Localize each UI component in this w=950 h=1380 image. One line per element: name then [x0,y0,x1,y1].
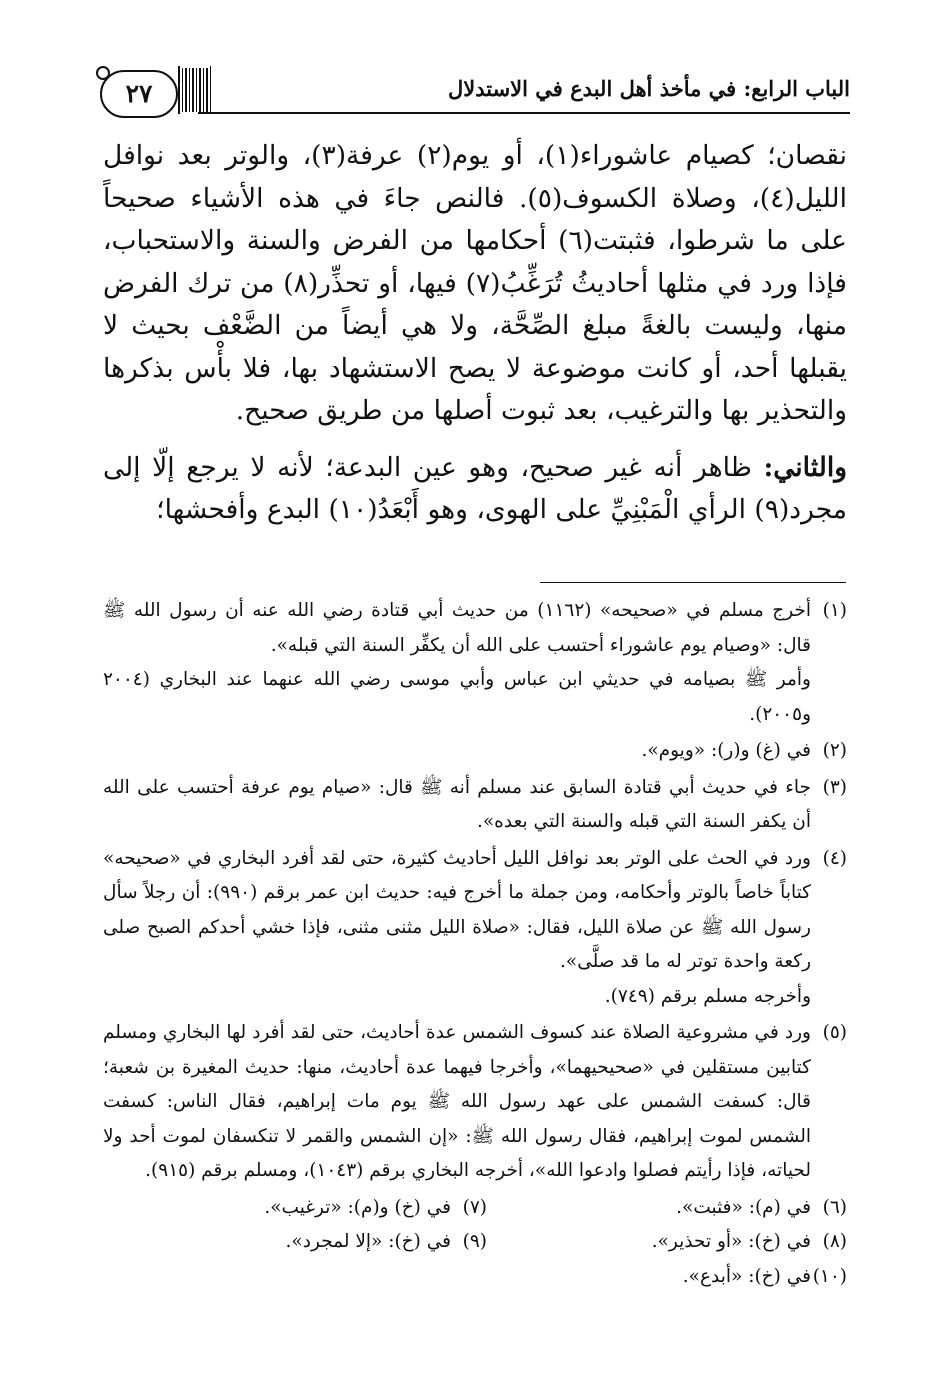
footnote-text: في (خ) و(م): «ترغيب». [264,1196,451,1218]
footnote-separator [540,582,846,583]
footnote-4 [103,842,847,1015]
running-header-title: الباب الرابع: في مأخذ أهل البدع في الاستدلال [447,76,850,101]
footnote-text: في (خ): «إلا لمجرد». [285,1231,451,1252]
footnote-line: أخرج مسلم في «صحيحه» (١١٦٢) من حديث أبي قتادة رضي الله عنه أن رسول الله ﷺ قال: «وصيام يوم عاشوراء أحتسب على الله أن يكفِّر السنة التي قبله». [103,600,812,656]
footnote-line: ورد في الحث على الوتر بعد نوافل الليل أحاديث كثيرة، حتى لقد أفرد البخاري في «صحيحه» كتاباً خاصاً بالوتر وأحكامه، ومن جملة ما أخرج فيه: حديث ابن عمر برقم (٩٩٠): أن رجلاً سأل رسول الله ﷺ عن صلاة الليل، فقال: «صلاة الليل مثنى مثنى، فإذا خشي أحدكم الصبح صلى ركعة واحدة توتر له ما قد صلَّى». [103,847,811,972]
footnote-number: (٦) [822,1196,847,1218]
short-notes-row-1 [103,1191,847,1226]
footnote-text [103,1016,811,1189]
paragraph-2-lead: والثاني: [763,451,847,483]
footnote-text [103,842,811,1015]
footnotes [103,594,847,1294]
header-ornament [178,66,211,114]
footnote-number: (٢) [822,740,847,761]
footnote-text: في (خ): «أو تحذير». [651,1231,811,1252]
short-notes-row-3 [103,1260,847,1295]
footnote-number: (٣) [822,776,847,798]
footnote-text: في (خ): «أبدع». [682,1265,811,1287]
footnote-9 [127,1225,487,1260]
footnote-number: (٨) [822,1231,847,1252]
footnote-text [103,771,811,840]
footnote-number: (٩) [462,1231,487,1252]
footnote-line: جاء في حديث أبي قتادة السابق عند مسلم أنه ﷺ قال: «صيام يوم عرفة أحتسب على الله أن يكفر السنة التي قبله والسنة التي بعده». [103,776,811,832]
footnote-2 [103,734,847,769]
footnote-8 [487,1225,847,1260]
footnote-1 [103,594,847,732]
footnote-line: وأمر ﷺ بصيامه في حديثي ابن عباس وأبي موسى رضي الله عنهما عند البخاري (٢٠٠٤ و٢٠٠٥). [103,669,811,725]
page-number: ٢٧ [100,70,178,118]
footnote-text [103,594,811,732]
footnote-line: وأخرجه مسلم برقم (٧٤٩). [604,985,811,1007]
footnote-text: في (م): «فثبت». [676,1196,811,1218]
paragraph-2 [103,447,847,532]
short-notes-row-2 [103,1225,847,1260]
footnote-number: (٧) [462,1196,487,1218]
footnote-number: (٤) [822,847,847,869]
header-rule [198,112,850,114]
footnote-10 [487,1260,847,1295]
footnote-line: في (غ) و(ر): «ويوم». [641,740,811,761]
footnote-text [103,734,811,769]
footnote-6 [487,1191,847,1226]
footnote-number: (١) [822,600,847,621]
footnote-5 [103,1016,847,1189]
footnote-number: (١٠) [812,1265,847,1287]
main-text [103,135,847,532]
paragraph-2-text: ظاهر أنه غير صحيح، وهو عين البدعة؛ لأنه لا يرجع إلّا إلى مجرد(٩) الرأي الْمَبْنِيِّ على الهوى، وهو أَبْعَدُ(١٠) البدع وأفحشها؛ [103,451,847,525]
footnote-3 [103,771,847,840]
paragraph-1: نقصان؛ كصيام عاشوراء(١)، أو يوم(٢) عرفة(٣)، والوتر بعد نوافل الليل(٤)، وصلاة الكسوف(٥). فالنص جاءَ في هذه الأشياء صحيحاً على ما شرطوا، فثبتت(٦) أحكامها من الفرض والسنة والاستحباب، فإذا ورد في مثلها أحاديثُ تُرَغِّبُ(٧) فيها، أو تحذِّر(٨) من ترك الفرض منها، وليست بالغةً مبلغ الصِّحَّة، ولا هي أيضاً من الضَّعْف بحيث لا يقبلها أحد، أو كانت موضوعة لا يصح الاستشهاد بها، فلا بأْس بذكرها والتحذير بها والترغيب، بعد ثبوت أصلها من طريق صحيح. [103,140,847,426]
footnote-7 [127,1191,487,1226]
footnote-line: ورد في مشروعية الصلاة عند كسوف الشمس عدة أحاديث، حتى لقد أفرد لها البخاري ومسلم كتابين مستقلين في «صحيحيهما»، وأخرجا فيهما عدة أحاديث، منها: حديث المغيرة بن شعبة؛ قال: كسفت الشمس على عهد رسول الله ﷺ يوم مات إبراهيم، فقال الناس: كسفت الشمس لموت إبراهيم، فقال رسول الله ﷺ: «إن الشمس والقمر لا تنكسفان لموت أحد ولا لحياته، فإذا رأيتم فصلوا وادعوا الله»، أخرجه البخاري برقم (١٠٤٣)، ومسلم برقم (٩١٥). [103,1022,811,1181]
footnote-number: (٥) [822,1022,847,1043]
